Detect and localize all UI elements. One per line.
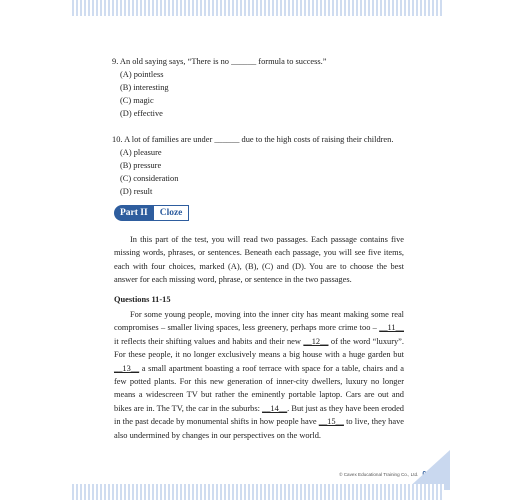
question-stem: 10. A lot of families are under ______ due to the high costs of raising their children.: [112, 135, 394, 144]
question-9: [112, 55, 412, 120]
instructions-paragraph: In this part of the test, you will read two passages. Each passage contains five missing words, phrases, or sentences. Beneath each passage, you will see five items, each with four choices, marked (A), (B), (C) and (D). You are to choose the best answer for each missing word, phrase, or sentence in the two passages.: [114, 235, 404, 285]
top-stripe-decoration: [72, 0, 444, 16]
part-header: [114, 205, 189, 221]
blank-13: __13__: [114, 363, 140, 373]
blank-14: __14__: [262, 403, 288, 413]
blank-11: __11__: [379, 323, 404, 333]
option-a: (A) pleasure: [120, 148, 162, 157]
passage-text: . But just as they have been eroded in the past decade by monumental shifts in how people have: [114, 403, 404, 427]
part-tag: Part II: [114, 205, 153, 221]
passage-text: a small apartment boasting a roof terrace with space for a table, chairs and a few potted plants. For this new generation of inner-city dwellers, luxury no longer means a widescreen TV but rather the eminently portable laptop. Cars are out and bikes are in. The TV, the car in the suburbs:: [114, 363, 404, 413]
question-list: [112, 55, 412, 198]
blank-12: __12__: [303, 336, 329, 346]
option-b: (B) pressure: [120, 161, 162, 170]
option-c: (C) consideration: [120, 174, 179, 183]
part-title: Cloze: [153, 205, 190, 221]
cloze-passage: [114, 308, 404, 442]
publisher-credit: © Cavex Educational Training Co., Ltd.: [339, 472, 419, 477]
passage-text: For some young people, moving into the inner city has meant making some real compromises – smaller living spaces, less greenery, perhaps more crime too –: [114, 310, 404, 333]
question-stem: 9. An old saying says, “There is no ______ formula to success.”: [112, 57, 327, 66]
option-d: (D) effective: [120, 109, 163, 118]
option-a: (A) pointless: [120, 70, 164, 79]
questions-heading: Questions 11-15: [114, 295, 171, 304]
passage-text: to live, they have also undermined by changes in our perspectives on the world.: [114, 417, 404, 440]
bottom-stripe-decoration: [72, 484, 444, 500]
passage-text: of the word “luxury”. For these people, it no longer exclusively means a big house with a huge garden but: [114, 336, 404, 360]
option-d: (D) result: [120, 187, 153, 196]
blank-15: __15__: [318, 417, 344, 427]
option-c: (C) magic: [120, 96, 154, 105]
option-b: (B) interesting: [120, 83, 169, 92]
page-number: 025: [422, 471, 434, 478]
question-10: [112, 133, 412, 198]
passage-text: it reflects their shifting values and habits and their new: [114, 336, 304, 346]
